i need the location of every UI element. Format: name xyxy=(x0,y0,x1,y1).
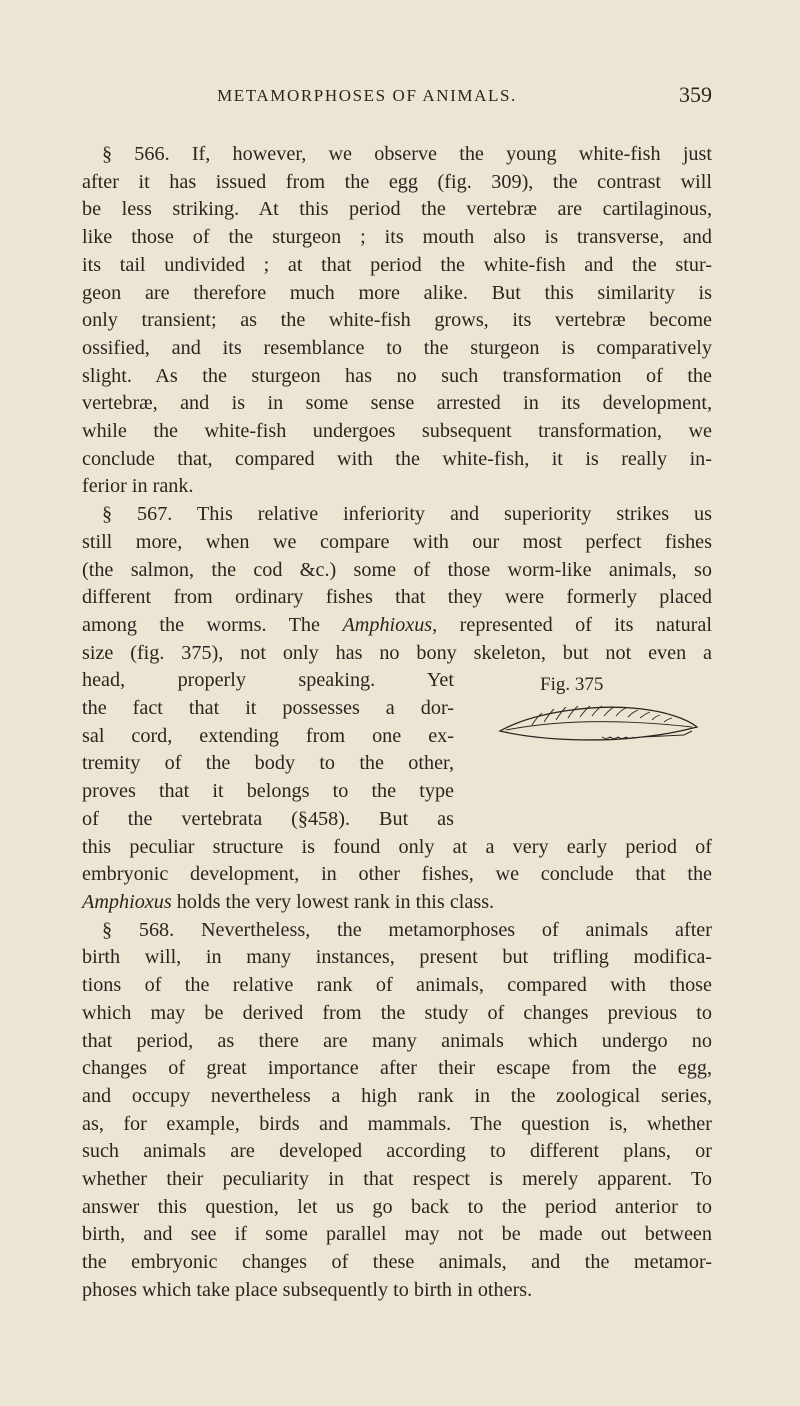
text-line: such animals are developed according to different plans, or xyxy=(82,1140,712,1163)
text-line: slight. As the sturgeon has no such transformation of the xyxy=(82,364,712,387)
text-line: geon are therefore much more alike. But this similarity is xyxy=(82,281,712,304)
text-line: phoses which take place subsequently to birth in others. xyxy=(82,1278,533,1301)
text-line xyxy=(82,612,712,640)
text-line: conclude that, compared with the white-fish, it is really in- xyxy=(82,447,712,470)
figure-375 xyxy=(482,667,712,807)
text-line: still more, when we compare with our most perfect fishes xyxy=(82,530,712,553)
text-line: ossified, and its resemblance to the sturgeon is comparatively xyxy=(82,336,712,359)
text-line: after it has issued from the egg (fig. 309), the contrast will xyxy=(82,170,712,193)
text-line: while the white-fish undergoes subsequent transformation, we xyxy=(82,420,712,443)
text-line: that period, as there are many animals which undergo no xyxy=(82,1029,712,1052)
text-line: birth will, in many instances, present but trifling modifica- xyxy=(82,946,712,969)
text-line: of the vertebrata (§458). But as xyxy=(82,807,454,830)
text-line: § 566. If, however, we observe the young white-fish just xyxy=(102,143,712,165)
text-line: only transient; as the white-fish grows, its vertebræ become xyxy=(82,309,712,332)
text-line: different from ordinary fishes that they were formerly placed xyxy=(82,586,712,609)
amphioxus-illustration xyxy=(492,697,702,757)
text-line: and occupy nevertheless a high rank in the zoological series, xyxy=(82,1084,712,1107)
text-line: changes of great importance after their escape from the egg, xyxy=(82,1057,712,1080)
text-segment: , represented of its natural xyxy=(432,613,712,636)
text-line: § 567. This relative inferiority and superiority strikes us xyxy=(102,503,712,526)
text-line: size (fig. 375), not only has no bony skeleton, but not even a xyxy=(82,641,712,664)
text-line: (the salmon, the cod &c.) some of those worm-like animals, so xyxy=(82,558,712,581)
text-line: embryonic development, in other fishes, we conclude that the xyxy=(82,863,712,886)
paragraph-566 xyxy=(82,141,712,501)
text-line: ferior in rank. xyxy=(82,475,194,498)
text-segment: among the worms. The xyxy=(82,613,343,636)
italic-term: Amphioxus xyxy=(342,613,433,636)
text-line: vertebræ, and is in some sense arrested in its development, xyxy=(82,392,712,415)
text-line: like those of the sturgeon ; its mouth also is transverse, and xyxy=(82,226,712,249)
text-line: which may be derived from the study of changes previous to xyxy=(82,1001,712,1024)
text-line: this peculiar structure is found only at a very early period of xyxy=(82,835,712,858)
text-line: § 568. Nevertheless, the metamorphoses of animals after xyxy=(102,918,712,941)
italic-term: Amphioxus xyxy=(82,890,172,913)
text-line: proves that it belongs to the type xyxy=(82,780,454,803)
text-line: sal cord, extending from one ex- xyxy=(82,724,454,747)
text-line: be less striking. At this period the vertebræ are cartilaginous, xyxy=(82,198,712,221)
text-line: the fact that it possesses a dor- xyxy=(82,697,454,720)
text-line: tions of the relative rank of animals, compared with those xyxy=(82,974,712,997)
figure-wrap-zone xyxy=(82,667,712,833)
text-segment: holds the very lowest rank in this class. xyxy=(171,890,495,913)
paragraph-567 xyxy=(82,501,712,917)
text-line xyxy=(82,889,712,917)
page-header xyxy=(82,82,712,116)
figure-caption: Fig. 375 xyxy=(540,674,604,696)
text-line: answer this question, let us go back to the period anterior to xyxy=(82,1195,712,1218)
text-line: whether their peculiarity in that respect is merely apparent. To xyxy=(82,1168,712,1191)
paragraph-568 xyxy=(82,917,712,1305)
text-line: tremity of the body to the other, xyxy=(82,752,454,775)
running-title: METAMORPHOSES OF ANIMALS. xyxy=(217,86,517,105)
text-line: birth, and see if some parallel may not be made out between xyxy=(82,1223,712,1246)
text-line: the embryonic changes of these animals, and the metamor- xyxy=(82,1251,712,1274)
text-line: as, for example, birds and mammals. The question is, whether xyxy=(82,1112,712,1135)
page-number: 359 xyxy=(679,82,712,107)
text-line: its tail undivided ; at that period the white-fish and the stur- xyxy=(82,253,712,276)
body-text xyxy=(82,141,712,1305)
text-line: head, properly speaking. Yet xyxy=(82,669,454,692)
